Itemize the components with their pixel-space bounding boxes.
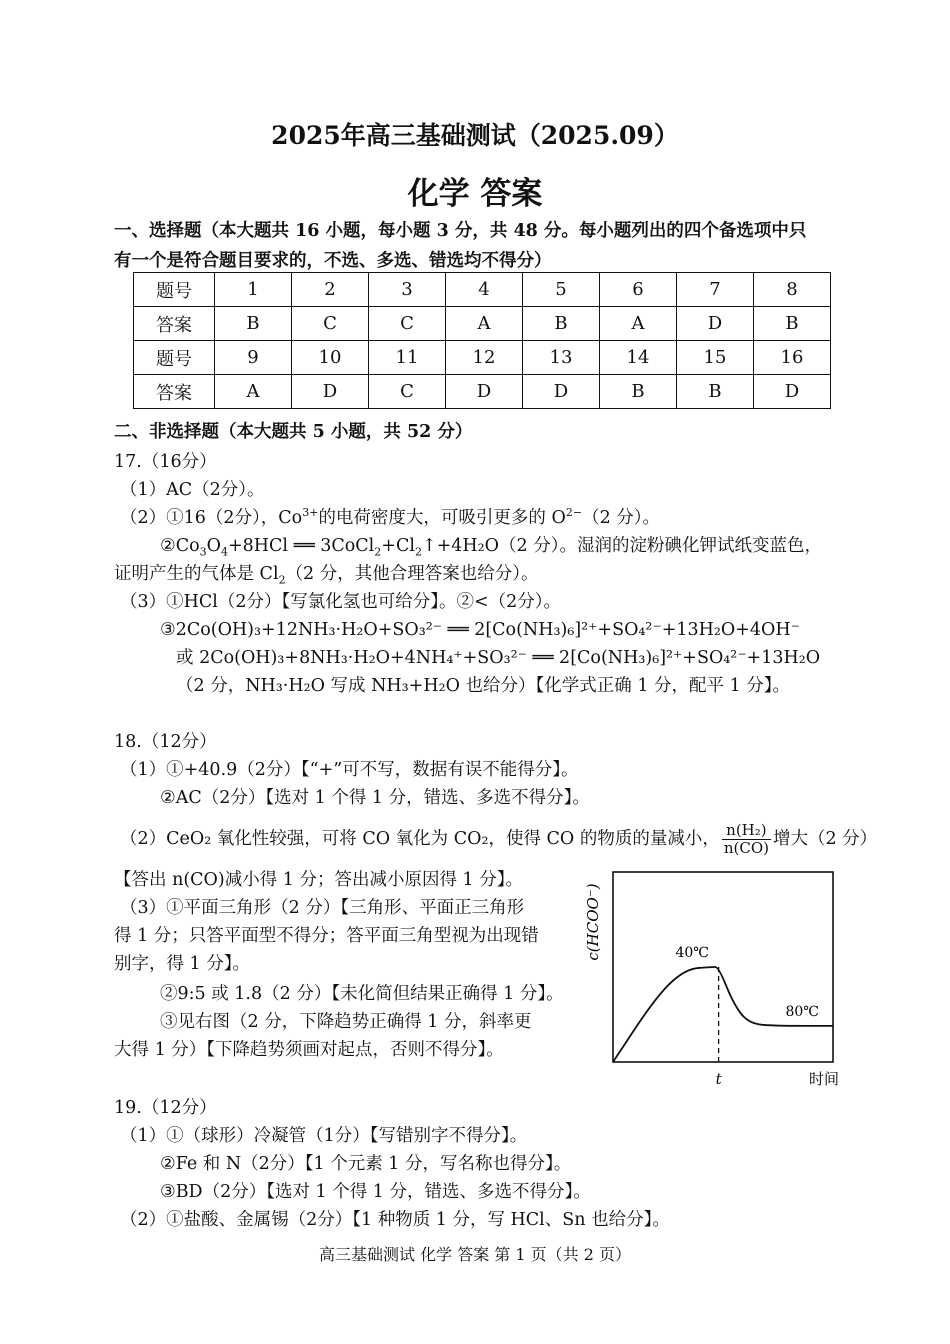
q18-part3a-line3: 别字，得 1 分】。: [114, 954, 251, 974]
x-axis-label: 时间: [808, 1070, 840, 1088]
answer-table-row-answers-1: [134, 307, 831, 341]
concentration-time-chart: [580, 862, 850, 1092]
q18-part3c-line2: 大得 1 分）【下降趋势须画对起点，否则不得分】。: [114, 1040, 504, 1060]
question-number: 14: [600, 341, 677, 375]
q17-part2a: （2）①16（2分），$Co^{3+}$的电荷密度大，可吸引更多的 $O^{2-}(2$ 分）。: [120, 506, 661, 528]
q17-part3c-equation: 或 2Co(OH)₃+8NH₃·H₂O+4NH₄⁺+SO₃²⁻ ══ 2[Co(NH₃)₆]²⁺+SO₄²⁻+13H₂O: [176, 648, 821, 668]
q18-part3b: ②9:5 或 1.8（2 分）【未化简但结果正确得 1 分】。: [160, 984, 564, 1004]
answer-cell: B: [677, 375, 754, 409]
answer-cell: D: [446, 375, 523, 409]
row-label: 答案: [134, 375, 215, 409]
question-number: 4: [446, 273, 523, 307]
q19-title: 19.（12分）: [114, 1098, 217, 1118]
question-number: 5: [523, 273, 600, 307]
q18-part1b: ②AC（2分）【选对 1 个得 1 分，错选、多选不得分】。: [160, 788, 590, 808]
q19-part1b: ②Fe 和 N（2分）【1 个元素 1 分，写名称也得分】。: [160, 1154, 572, 1174]
answer-cell: A: [600, 307, 677, 341]
answer-cell: D: [677, 307, 754, 341]
question-number: 10: [292, 341, 369, 375]
answer-table-row-numbers-1: [134, 273, 831, 307]
section1-heading-line2: 有一个是符合题目要求的，不选、多选、错选均不得分）: [114, 251, 552, 271]
row-label: 题号: [134, 341, 215, 375]
y-axis-label: c(HCOO⁻): [584, 883, 602, 961]
answer-cell: C: [292, 307, 369, 341]
q17-part3b-equation: ③2Co(OH)₃+12NH₃·H₂O+SO₃²⁻ ══ 2[Co(NH₃)₆]²⁺+SO₄²⁻+13H₂O+4OH⁻: [160, 620, 800, 640]
answer-table: [133, 272, 831, 409]
q18-part3a-line1: （3）①平面三角形（2 分）【三角形、平面正三角形: [120, 898, 525, 918]
x-marker-label: t: [715, 1070, 722, 1088]
section2-heading: 二、非选择题（本大题共 5 小题，共 52 分）: [114, 422, 473, 442]
section1-heading-line1: 一、选择题（本大题共 16 小题，每小题 3 分，共 48 分。每小题列出的四个备选项中只: [114, 221, 807, 241]
question-number: 2: [292, 273, 369, 307]
ratio-fraction: $\frac{\text{n(H₂)}}{n(CO)}$: [723, 821, 769, 857]
question-number: 16: [754, 341, 831, 375]
answer-cell: C: [369, 307, 446, 341]
question-number: 11: [369, 341, 446, 375]
row-label: 题号: [134, 273, 215, 307]
q19-part1a: （1）①（球形）冷凝管（1分）【写错别字不得分】。: [120, 1126, 528, 1146]
q18-part2: （2）CeO₂ 氧化性较强，可将 CO 氧化为 CO₂，使得 CO 的物质的量减小， $\frac{\text{n(H₂)}}{n(CO)}$ 增大（2 分）: [120, 821, 878, 857]
q18-part3c-line1: ③见右图（2 分，下降趋势正确得 1 分，斜率更: [160, 1012, 532, 1032]
answer-table-row-answers-2: [134, 375, 831, 409]
answer-cell: B: [600, 375, 677, 409]
chart-frame: [613, 872, 833, 1062]
q19-part1c: ③BD（2分）【选对 1 个得 1 分，错选、多选不得分】。: [160, 1182, 591, 1202]
question-number: 8: [754, 273, 831, 307]
section1-heading: [114, 216, 844, 276]
q17-part2b-line1: $②Co_3O_4+8HCl$ ══ $3CoCl_2+Cl_2↑+4H_2O(2$ 分）。湿润的淀粉碘化钾试纸变蓝色，: [160, 536, 822, 559]
answer-table-row-numbers-2: [134, 341, 831, 375]
q18-part1a: （1）①+40.9（2分）【“+”可不写，数据有误不能得分】。: [120, 760, 579, 780]
q18-title: 18.（12分）: [114, 732, 217, 752]
answer-cell: D: [292, 375, 369, 409]
answer-cell: B: [215, 307, 292, 341]
answer-cell: D: [754, 375, 831, 409]
q17-part3d: （2 分，NH₃·H₂O 写成 NH₃+H₂O 也给分）【化学式正确 1 分，配平 1 分】。: [176, 676, 791, 696]
q18-part3a-line2: 得 1 分；只答平面型不得分；答平面三角型视为出现错: [114, 926, 539, 946]
q18-part2b: 【答出 n(CO)减小得 1 分；答出减小原因得 1 分】。: [114, 870, 523, 890]
question-number: 1: [215, 273, 292, 307]
answer-cell: A: [446, 307, 523, 341]
question-number: 15: [677, 341, 754, 375]
question-number: 6: [600, 273, 677, 307]
answer-cell: C: [369, 375, 446, 409]
question-number: 7: [677, 273, 754, 307]
annotation-80c: 80℃: [785, 1003, 819, 1020]
row-label: 答案: [134, 307, 215, 341]
q17-part3a: （3）①HCl（2分）【写氯化氢也可给分】。②<（2分）。: [120, 592, 562, 612]
q19-part2a: （2）①盐酸、金属锡（2分）【1 种物质 1 分，写 HCl、Sn 也给分】。: [120, 1210, 670, 1230]
q17-part2b-line2: 证明产生的气体是 $Cl_2(2$ 分，其他合理答案也给分）。: [114, 564, 539, 587]
question-number: 13: [523, 341, 600, 375]
annotation-40c: 40℃: [675, 945, 709, 961]
page-subtitle: 化学 答案: [407, 176, 543, 212]
answer-cell: D: [523, 375, 600, 409]
q17-title: 17.（16分）: [114, 452, 217, 472]
question-number: 9: [215, 341, 292, 375]
answer-cell: B: [523, 307, 600, 341]
answer-cell: A: [215, 375, 292, 409]
question-number: 12: [446, 341, 523, 375]
answer-cell: B: [754, 307, 831, 341]
page-footer: 高三基础测试 化学 答案 第 1 页（共 2 页）: [319, 1245, 631, 1264]
q17-part1: （1）AC（2分）。: [120, 480, 265, 500]
question-number: 3: [369, 273, 446, 307]
page-title: 2025年高三基础测试（2025.09）: [271, 121, 679, 150]
